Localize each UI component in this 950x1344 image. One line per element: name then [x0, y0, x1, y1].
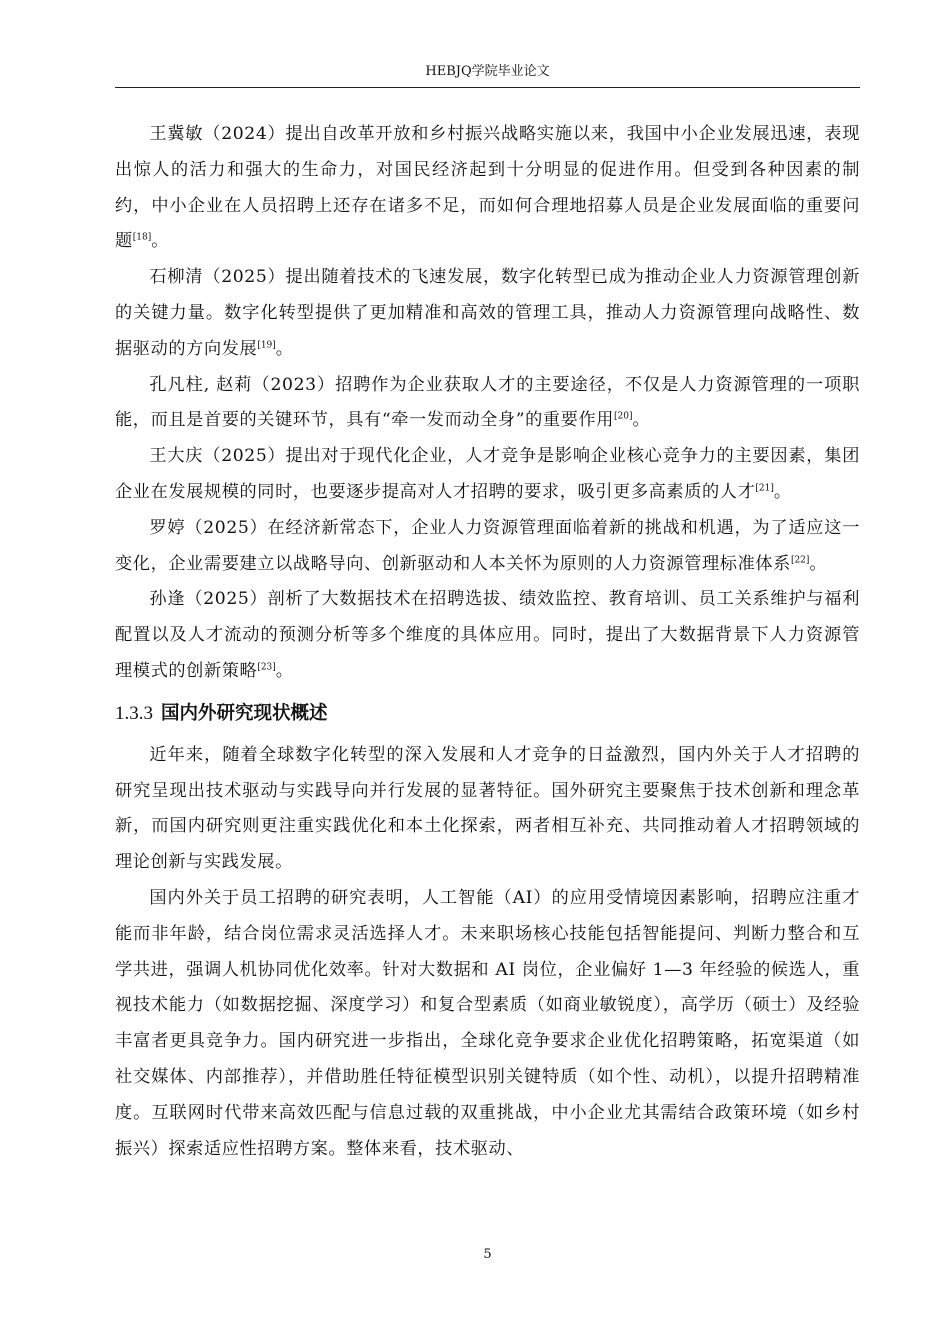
- paragraph-luo-ting: [115, 511, 860, 583]
- paragraph-shi-liuqing: [115, 260, 860, 367]
- paragraph-text: 王冀敏（2024）提出自改革开放和乡村振兴战略实施以来，我国中小企业发展迅速，表现出惊人的活力和强大的生命力，对国民经济起到十分明显的促进作用。但受到各种因素的制约，中小企业在人员招聘上还存在诸多不足，而如何合理地招募人员是企业发展面临的重要问题: [115, 124, 860, 252]
- paragraph-text: 石柳清（2025）提出随着技术的飞速发展，数字化转型已成为推动企业人力资源管理创新的关键力量。数字化转型提供了更加精准和高效的管理工具，推动人力资源管理向战略性、数据驱动的方向发展: [115, 267, 860, 359]
- paragraph-kong-fanzhu: [115, 368, 860, 440]
- header-divider: [115, 87, 860, 88]
- citation-23: [23]: [257, 662, 276, 673]
- sentence-end: 。: [809, 553, 828, 574]
- citation-19: [19]: [257, 340, 276, 351]
- sentence-end: 。: [773, 481, 792, 502]
- paragraph-sun-feng: [115, 582, 860, 689]
- page-body: [115, 117, 860, 1167]
- section-title: 国内外研究现状概述: [161, 702, 328, 724]
- paragraph-wang-jimin: [115, 117, 860, 260]
- paragraph-text: 王大庆（2025）提出对于现代化企业，人才竞争是影响企业核心竞争力的主要因素，集团企业在发展规模的同时，也要逐步提高对人才招聘的要求，吸引更多高素质的人才: [115, 446, 860, 502]
- section-number: 1.3.3: [115, 702, 153, 724]
- paragraph-research-findings: 国内外关于员工招聘的研究表明，人工智能（AI）的应用受情境因素影响，招聘应注重才能而非年龄，结合岗位需求灵活选择人才。未来职场核心技能包括智能提问、判断力整合和互学共进，强调人机协同优化效率。针对大数据和 AI 岗位，企业偏好 1—3 年经验的候选人，重视技术能力（如数据挖掘、深度学习）和复合型素质（如商业敏锐度），高学历（硕士）及经验丰富者更具竞争力。国内研究进一步指出，全球化竞争要求企业优化招聘策略，拓宽渠道（如社交媒体、内部推荐），并借助胜任特征模型识别关键特质（如个性、动机），以提升招聘精准度。互联网时代带来高效匹配与信息过载的双重挑战，中小企业尤其需结合政策环境（如乡村振兴）探索适应性招聘方案。整体来看，技术驱动、: [115, 887, 860, 1159]
- paragraph-overview: 近年来，随着全球数字化转型的深入发展和人才竞争的日益激烈，国内外关于人才招聘的研究呈现出技术驱动与实践导向并行发展的显著特征。国外研究主要聚焦于技术创新和理念革新，而国内研究则更注重实践优化和本土化探索，两者相互补充、共同推动着人才招聘领域的理论创新与实践发展。: [115, 744, 860, 873]
- citation-21: [21]: [755, 483, 774, 494]
- sentence-end: 。: [151, 231, 170, 252]
- section-heading: [115, 690, 860, 738]
- sentence-end: 。: [275, 338, 294, 359]
- paragraph-text: 罗婷（2025）在经济新常态下，企业人力资源管理面临着新的挑战和机遇，为了适应这一变化，企业需要建立以战略导向、创新驱动和人本关怀为原则的人力资源管理标准体系: [115, 517, 860, 574]
- citation-20: [20]: [614, 411, 633, 422]
- citation-18: [18]: [132, 232, 152, 243]
- paragraph-text: 孔凡柱, 赵莉（2023）招聘作为企业获取人才的主要途径，不仅是人力资源管理的一项职能，而且是首要的关键环节，具有“牵一发而动全身”的重要作用: [115, 374, 860, 431]
- citation-22: [22]: [790, 554, 810, 565]
- page-number: 5: [483, 1247, 492, 1262]
- sentence-end: 。: [632, 410, 651, 431]
- paragraph-text: 孙逢（2025）剖析了大数据技术在招聘选拔、绩效监控、教育培训、员工关系维护与福利配置以及人才流动的预测分析等多个维度的具体应用。同时，提出了大数据背景下人力资源管理模式的创新策略: [115, 589, 860, 681]
- sentence-end: 。: [275, 660, 294, 681]
- page-header: HEBJQ学院毕业论文: [425, 64, 550, 79]
- paragraph-wang-daqing: [115, 439, 860, 511]
